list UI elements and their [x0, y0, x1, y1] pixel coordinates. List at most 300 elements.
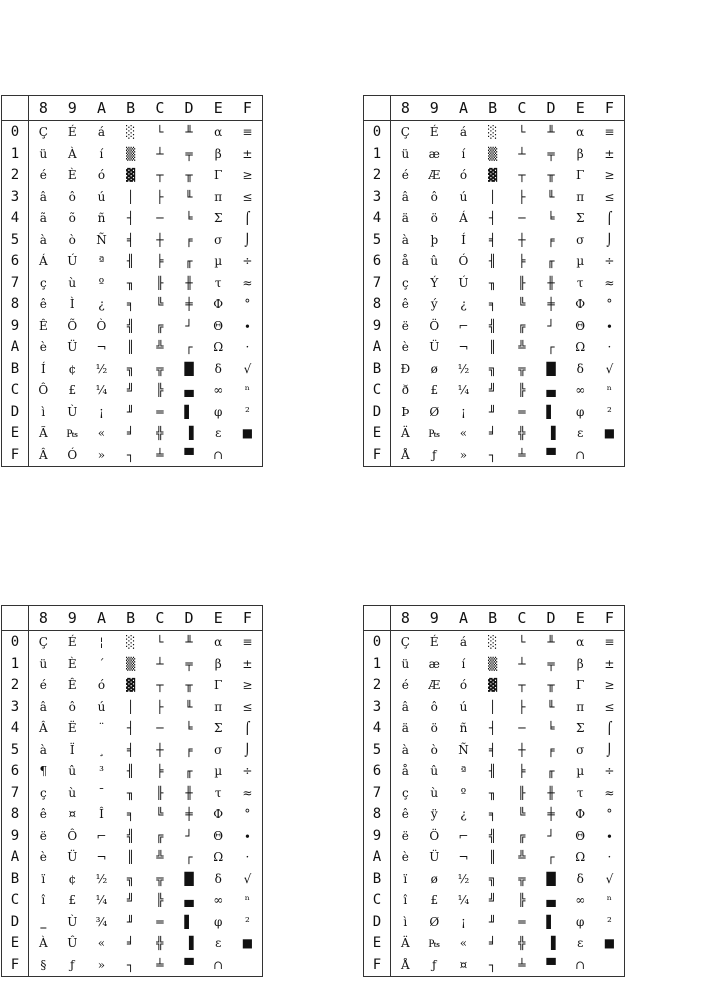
character-cell: ç [39, 785, 47, 800]
character-cell: ╠ [156, 893, 164, 908]
table-row [364, 717, 624, 739]
character-cell: ± [604, 656, 615, 671]
character-cell: ▀ [184, 448, 194, 463]
character-cell: ╡ [127, 232, 135, 247]
character-cell: å [401, 254, 409, 269]
character-cell: Û [67, 936, 78, 951]
character-cell: ╗ [489, 871, 497, 886]
table-row [364, 631, 624, 653]
table-row [2, 890, 262, 912]
character-cell: ∞ [213, 383, 224, 398]
character-cell: ▀ [546, 958, 556, 973]
character-cell: ╨ [185, 124, 193, 139]
column-header-row [364, 606, 624, 631]
row-header: D [364, 401, 391, 423]
character-cell: Ü [67, 850, 78, 865]
character-cell: ≈ [604, 275, 615, 290]
character-cell: ╪ [185, 297, 193, 312]
character-cell: ² [245, 914, 250, 929]
character-cell: ┬ [156, 168, 164, 183]
row-header: 6 [2, 760, 29, 782]
character-cell: ë [401, 828, 409, 843]
character-cell: Φ [213, 807, 224, 822]
character-cell: è [401, 340, 409, 355]
table-row [364, 229, 624, 251]
character-cell: ╛ [489, 936, 497, 951]
table-row [364, 954, 624, 976]
character-cell: Ä [401, 936, 410, 951]
character-cell: ≤ [604, 189, 615, 204]
character-cell: ┴ [518, 656, 526, 671]
character-cell: ⌡ [244, 742, 251, 757]
character-cell: ┼ [156, 742, 164, 757]
character-cell: ⁿ [244, 383, 250, 398]
character-cell: É [67, 634, 77, 649]
character-cell: · [245, 340, 250, 355]
character-cell: ╫ [185, 785, 193, 800]
character-cell: ₧ [66, 426, 79, 441]
character-cell: ┬ [156, 678, 164, 693]
character-cell: ▒ [126, 656, 136, 671]
character-cell: â [39, 699, 47, 714]
character-cell: ░ [126, 124, 136, 139]
character-cell: ¡ [99, 404, 104, 419]
character-cell: ┘ [547, 828, 555, 843]
character-cell: π [214, 189, 223, 204]
row-header: 3 [364, 186, 391, 208]
table-row [2, 444, 262, 466]
row-header: 0 [2, 121, 29, 143]
row-header: B [364, 868, 391, 890]
table-row [2, 423, 262, 445]
row-header: E [2, 423, 29, 445]
character-cell: │ [489, 189, 497, 204]
character-cell: ð [401, 383, 409, 398]
character-cell: ╒ [547, 742, 555, 757]
character-cell: ■ [241, 426, 254, 441]
character-cell: β [576, 656, 584, 671]
character-cell: · [607, 340, 612, 355]
column-header: 8 [29, 96, 58, 121]
character-cell: ≥ [604, 678, 615, 693]
row-header: 9 [2, 315, 29, 337]
table-row [2, 401, 262, 423]
character-cell: ╥ [185, 168, 193, 183]
character-cell: ▒ [488, 146, 498, 161]
character-cell: ñ [459, 721, 468, 736]
character-cell: ═ [156, 914, 164, 929]
column-header-row [2, 606, 262, 631]
character-cell: ╙ [185, 189, 193, 204]
table-row [364, 444, 624, 466]
row-header: 5 [2, 229, 29, 251]
character-cell: ⌡ [244, 232, 251, 247]
character-cell: ä [401, 721, 409, 736]
character-cell: Ñ [458, 742, 469, 757]
column-header: A [449, 96, 478, 121]
character-cell: ù [68, 275, 77, 290]
character-cell: ∩ [575, 448, 586, 463]
row-header: A [2, 847, 29, 869]
column-header: B [116, 96, 145, 121]
character-cell: ± [604, 146, 615, 161]
character-cell: ⁿ [244, 893, 250, 908]
character-cell: δ [214, 361, 222, 376]
character-cell: √ [243, 361, 252, 376]
character-cell: ─ [518, 721, 526, 736]
character-cell: ƒ [70, 958, 75, 973]
character-cell: ¬ [96, 340, 107, 355]
character-cell: Ω [575, 340, 586, 355]
character-cell: Ö [429, 828, 440, 843]
row-header: 0 [2, 631, 29, 653]
character-cell: ü [39, 146, 48, 161]
character-cell: ú [97, 699, 106, 714]
character-cell: Σ [213, 211, 223, 226]
character-cell: ε [577, 936, 584, 951]
row-header: 1 [364, 143, 391, 165]
character-cell: ï [403, 871, 408, 886]
row-header: C [2, 890, 29, 912]
row-header: D [2, 401, 29, 423]
character-cell: ƒ [432, 448, 437, 463]
character-cell: ò [68, 232, 76, 247]
character-cell: ╤ [185, 656, 193, 671]
corner-cell [2, 96, 29, 121]
character-cell: æ [428, 656, 440, 671]
character-cell: ÷ [604, 764, 615, 779]
table-row [364, 272, 624, 294]
character-cell: ╤ [547, 146, 555, 161]
character-cell: ø [430, 871, 438, 886]
column-header: F [233, 606, 262, 631]
character-cell: ô [68, 189, 76, 204]
row-header: 6 [2, 250, 29, 272]
character-cell: à [401, 742, 409, 757]
character-cell: ≈ [604, 785, 615, 800]
character-cell: Ñ [96, 232, 107, 247]
column-header: C [145, 96, 174, 121]
column-header: 8 [391, 606, 420, 631]
character-cell: ╛ [127, 426, 135, 441]
character-table [2, 96, 262, 466]
character-cell: Ý [430, 275, 439, 290]
character-cell: ô [68, 699, 76, 714]
character-cell: ╔ [156, 828, 164, 843]
character-cell: ╨ [547, 124, 555, 139]
character-cell: δ [576, 361, 584, 376]
character-cell: ╥ [185, 678, 193, 693]
column-header: F [595, 96, 624, 121]
column-header: F [233, 96, 262, 121]
character-cell: ╞ [156, 254, 164, 269]
character-cell: ₧ [428, 426, 441, 441]
character-cell: ╧ [156, 448, 164, 463]
character-cell: ╖ [489, 785, 497, 800]
character-cell: √ [605, 361, 614, 376]
character-cell: ∞ [575, 893, 586, 908]
character-cell: ⌠ [244, 721, 251, 736]
character-cell: ∞ [213, 893, 224, 908]
row-header: E [364, 423, 391, 445]
character-cell: Æ [428, 168, 441, 183]
character-cell: ´ [98, 656, 105, 671]
character-cell: π [576, 189, 585, 204]
character-cell: ╗ [489, 361, 497, 376]
character-cell: Γ [214, 678, 223, 693]
character-cell: ╔ [156, 318, 164, 333]
character-cell: ó [97, 168, 106, 183]
character-cell: · [245, 850, 250, 865]
character-cell: ÷ [604, 254, 615, 269]
character-cell: ▄ [546, 383, 556, 398]
character-cell: » [459, 448, 468, 463]
character-cell: ╩ [518, 340, 526, 355]
character-cell: ┌ [547, 340, 555, 355]
character-cell: ∙ [244, 318, 251, 333]
character-cell: þ [430, 232, 439, 247]
character-cell: ï [41, 871, 46, 886]
row-header: 8 [2, 294, 29, 316]
character-cell: ╙ [547, 189, 555, 204]
character-cell: Ü [429, 850, 440, 865]
character-cell: ╥ [547, 678, 555, 693]
character-cell: ┬ [518, 168, 526, 183]
character-cell: Σ [575, 211, 585, 226]
character-cell: ì [403, 914, 408, 929]
column-header: A [87, 606, 116, 631]
table-row [2, 782, 262, 804]
character-cell: Æ [428, 678, 441, 693]
table-row [364, 186, 624, 208]
character-cell: ê [39, 297, 47, 312]
character-cell: é [39, 168, 47, 183]
character-cell: ▀ [184, 958, 194, 973]
character-cell: ½ [457, 871, 470, 886]
character-cell: Σ [575, 721, 585, 736]
character-cell: ■ [241, 936, 254, 951]
character-cell: ¼ [457, 893, 470, 908]
character-cell: ╢ [489, 764, 497, 779]
character-cell: ¬ [96, 850, 107, 865]
character-cell: é [401, 168, 409, 183]
table-row [2, 717, 262, 739]
character-cell: É [429, 124, 439, 139]
table-row [364, 696, 624, 718]
character-cell: Ç [400, 634, 410, 649]
character-cell: ╣ [127, 828, 135, 843]
table-row [364, 358, 624, 380]
column-header: C [507, 606, 536, 631]
table-row [2, 294, 262, 316]
character-cell: ╞ [518, 254, 526, 269]
character-cell: í [461, 146, 466, 161]
character-cell: Î [99, 807, 104, 822]
character-cell: σ [576, 742, 585, 757]
table-row [2, 272, 262, 294]
row-header: F [364, 954, 391, 976]
character-table [364, 606, 624, 976]
character-cell: ° [244, 297, 251, 312]
character-cell: ² [245, 404, 250, 419]
character-cell: ª [460, 764, 467, 779]
character-cell: ¿ [460, 297, 467, 312]
table-row [364, 933, 624, 955]
character-cell: Ä [401, 426, 410, 441]
character-cell: Θ [575, 318, 586, 333]
character-cell: Ú [67, 254, 78, 269]
character-cell: é [39, 678, 47, 693]
character-cell: · [607, 850, 612, 865]
character-cell: ╖ [127, 275, 135, 290]
character-cell: µ [576, 764, 585, 779]
table-row [364, 804, 624, 826]
table-row [2, 847, 262, 869]
table-row [364, 739, 624, 761]
character-cell: ╘ [547, 211, 555, 226]
row-header: A [364, 847, 391, 869]
column-header: E [566, 606, 595, 631]
character-cell: á [459, 124, 468, 139]
character-cell: ╝ [489, 383, 497, 398]
character-cell: » [97, 958, 106, 973]
character-cell: ╟ [518, 785, 526, 800]
character-cell: ░ [488, 634, 498, 649]
character-cell: ⌠ [606, 211, 613, 226]
table-row [2, 121, 262, 143]
table-row [2, 804, 262, 826]
character-cell: ┴ [156, 656, 164, 671]
column-header-row [2, 96, 262, 121]
character-cell: ▐ [546, 426, 556, 441]
character-cell: ╝ [127, 383, 135, 398]
character-cell: ° [606, 297, 613, 312]
code-page-chart-bottom-left [1, 605, 263, 977]
character-cell: ╦ [518, 361, 526, 376]
character-cell: Φ [213, 297, 224, 312]
character-cell: Ë [67, 721, 77, 736]
column-header: B [478, 606, 507, 631]
character-cell: φ [214, 914, 223, 929]
character-cell: ≡ [604, 634, 615, 649]
character-cell: ≡ [604, 124, 615, 139]
corner-cell [2, 606, 29, 631]
character-cell: î [41, 893, 46, 908]
character-cell: ╬ [156, 936, 164, 951]
character-cell: ╩ [156, 850, 164, 865]
character-cell: ╛ [127, 936, 135, 951]
character-cell: ┤ [127, 721, 135, 736]
character-cell: ⌐ [458, 828, 469, 843]
row-header: B [2, 868, 29, 890]
character-cell: ╜ [127, 404, 135, 419]
character-cell: Ù [67, 914, 78, 929]
character-cell: ╣ [127, 318, 135, 333]
character-cell: û [430, 764, 439, 779]
column-header: E [566, 96, 595, 121]
character-cell: ² [607, 914, 612, 929]
character-cell: Á [459, 211, 468, 226]
character-cell: ╤ [547, 656, 555, 671]
character-cell: ╠ [156, 383, 164, 398]
character-cell: ¬ [458, 340, 469, 355]
character-cell: µ [214, 764, 223, 779]
row-header: 9 [364, 825, 391, 847]
character-cell: ▌ [184, 914, 194, 929]
character-cell: î [403, 893, 408, 908]
character-cell: ┌ [185, 340, 193, 355]
character-cell: σ [576, 232, 585, 247]
character-cell: ε [577, 426, 584, 441]
row-header: 4 [364, 717, 391, 739]
character-cell: « [459, 936, 468, 951]
character-cell: ║ [489, 340, 497, 355]
character-cell: ± [242, 146, 253, 161]
character-cell: ║ [127, 850, 135, 865]
character-cell: ╔ [518, 828, 526, 843]
character-cell: ç [401, 785, 409, 800]
character-cell: ≤ [604, 699, 615, 714]
character-cell: ╕ [127, 807, 135, 822]
character-cell: ╜ [489, 914, 497, 929]
character-cell: σ [214, 232, 223, 247]
character-cell: ─ [156, 721, 164, 736]
character-cell: ┐ [127, 958, 135, 973]
table-row [364, 423, 624, 445]
character-cell: Á [39, 254, 48, 269]
row-header: D [364, 911, 391, 933]
column-header: 9 [420, 96, 449, 121]
column-header: 8 [391, 96, 420, 121]
character-cell: ╘ [185, 211, 193, 226]
character-cell: Ü [67, 340, 78, 355]
row-header: 2 [364, 674, 391, 696]
character-cell: ╕ [127, 297, 135, 312]
character-cell: ε [215, 426, 222, 441]
character-cell: ╥ [547, 168, 555, 183]
character-cell: ┤ [489, 721, 497, 736]
character-cell: ó [97, 678, 106, 693]
character-cell: ú [97, 189, 106, 204]
table-row [364, 847, 624, 869]
column-header: D [174, 96, 203, 121]
character-cell: ¯ [98, 785, 105, 800]
character-cell: █ [184, 361, 194, 376]
table-row [364, 401, 624, 423]
table-row [2, 250, 262, 272]
character-cell: ¤ [459, 958, 468, 973]
character-cell: ∞ [575, 383, 586, 398]
character-cell: ╞ [156, 764, 164, 779]
character-cell: ½ [95, 361, 108, 376]
character-cell: ╚ [156, 807, 164, 822]
row-header: 4 [2, 717, 29, 739]
character-cell: ╡ [127, 742, 135, 757]
character-cell: ≈ [242, 785, 253, 800]
character-cell: δ [214, 871, 222, 886]
character-cell: ╤ [185, 146, 193, 161]
character-cell: Ç [400, 124, 410, 139]
character-cell: ╠ [518, 893, 526, 908]
character-cell: Ê [38, 318, 48, 333]
table-row [2, 825, 262, 847]
character-cell: ╘ [547, 721, 555, 736]
character-cell: à [401, 232, 409, 247]
character-cell: ú [459, 699, 468, 714]
character-cell: í [461, 656, 466, 671]
character-cell: └ [156, 634, 164, 649]
character-cell: φ [214, 404, 223, 419]
